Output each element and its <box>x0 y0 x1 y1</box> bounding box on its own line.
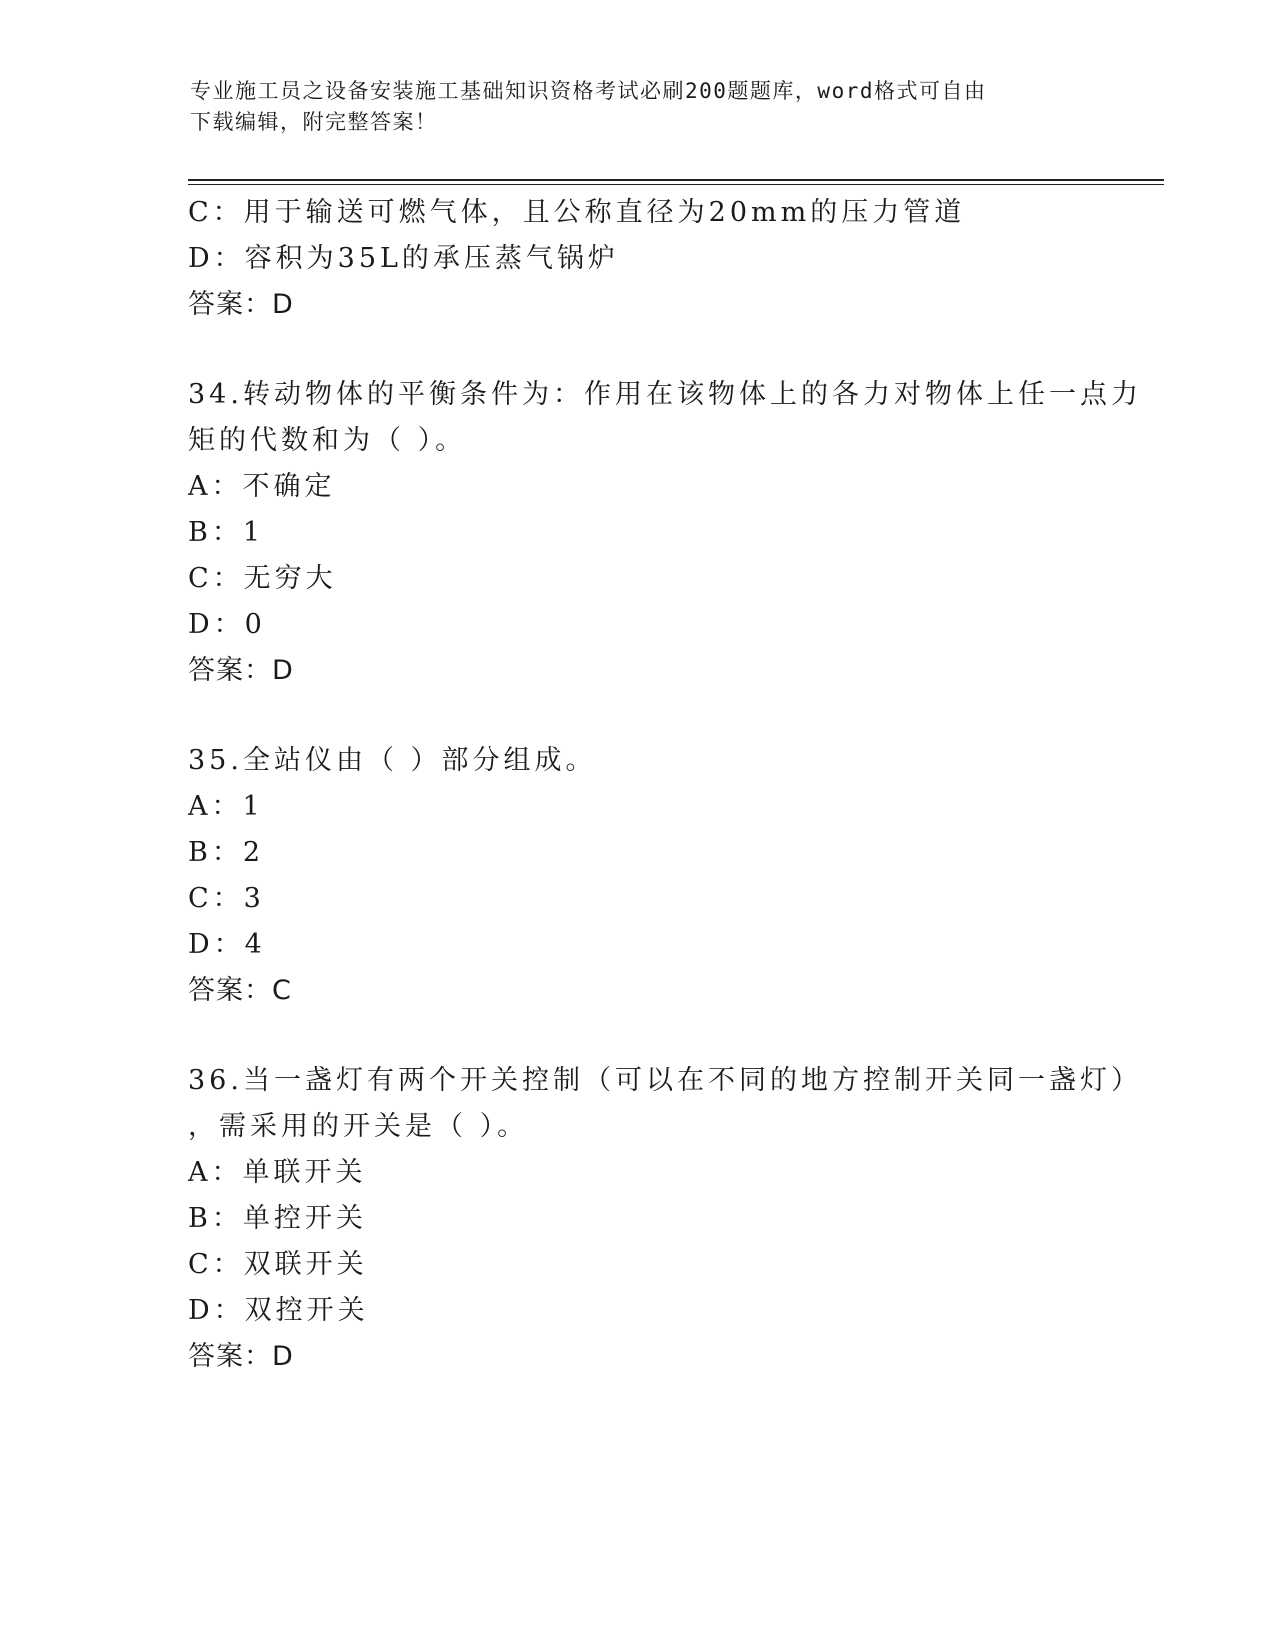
question-stem: ，需采用的开关是（ ）。 <box>188 1111 529 1142</box>
header-divider-thick <box>188 179 1164 181</box>
option-d: D：0 <box>188 609 266 640</box>
header-divider-thin <box>188 184 1164 185</box>
option-c: C：无穷大 <box>188 563 337 594</box>
option-a: A：不确定 <box>188 471 336 502</box>
document-header <box>190 76 1090 138</box>
question-list <box>188 190 1142 1380</box>
option-a: A：1 <box>188 791 264 822</box>
spacer <box>188 1014 1088 1058</box>
question-35 <box>188 738 1088 1014</box>
option-c: C：双联开关 <box>188 1249 368 1280</box>
answer-line: 答案：D <box>188 289 294 320</box>
question-stem: 36.当一盏灯有两个开关控制（可以在不同的地方控制开关同一盏灯） <box>188 1065 1142 1096</box>
header-line-2: 下载编辑，附完整答案！ <box>190 110 438 134</box>
question-34 <box>188 372 1142 694</box>
question-stem: 矩的代数和为（ ）。 <box>188 425 467 456</box>
option-c: C：3 <box>188 883 265 914</box>
question-stem: 35.全站仪由（ ）部分组成。 <box>188 745 597 776</box>
spacer <box>188 328 1088 372</box>
question-33-tail <box>188 190 1088 328</box>
option-a: A：单联开关 <box>188 1157 367 1188</box>
header-line-1: 专业施工员之设备安装施工基础知识资格考试必刷200题题库，word格式可自由 <box>190 79 987 103</box>
spacer <box>188 694 1088 738</box>
question-stem: 34.转动物体的平衡条件为：作用在该物体上的各力对物体上任一点力 <box>188 379 1142 410</box>
option-c: C：用于输送可燃气体，且公称直径为20mm的压力管道 <box>188 197 966 228</box>
answer-line: 答案：D <box>188 1341 294 1372</box>
option-b: B：1 <box>188 517 265 548</box>
answer-line: 答案：D <box>188 655 294 686</box>
option-d: D：容积为35L的承压蒸气锅炉 <box>188 243 619 274</box>
answer-line: 答案：C <box>188 975 292 1006</box>
option-b: B：单控开关 <box>188 1203 367 1234</box>
option-d: D：双控开关 <box>188 1295 369 1326</box>
option-d: D：4 <box>188 929 266 960</box>
option-b: B：2 <box>188 837 265 868</box>
question-36 <box>188 1058 1142 1380</box>
